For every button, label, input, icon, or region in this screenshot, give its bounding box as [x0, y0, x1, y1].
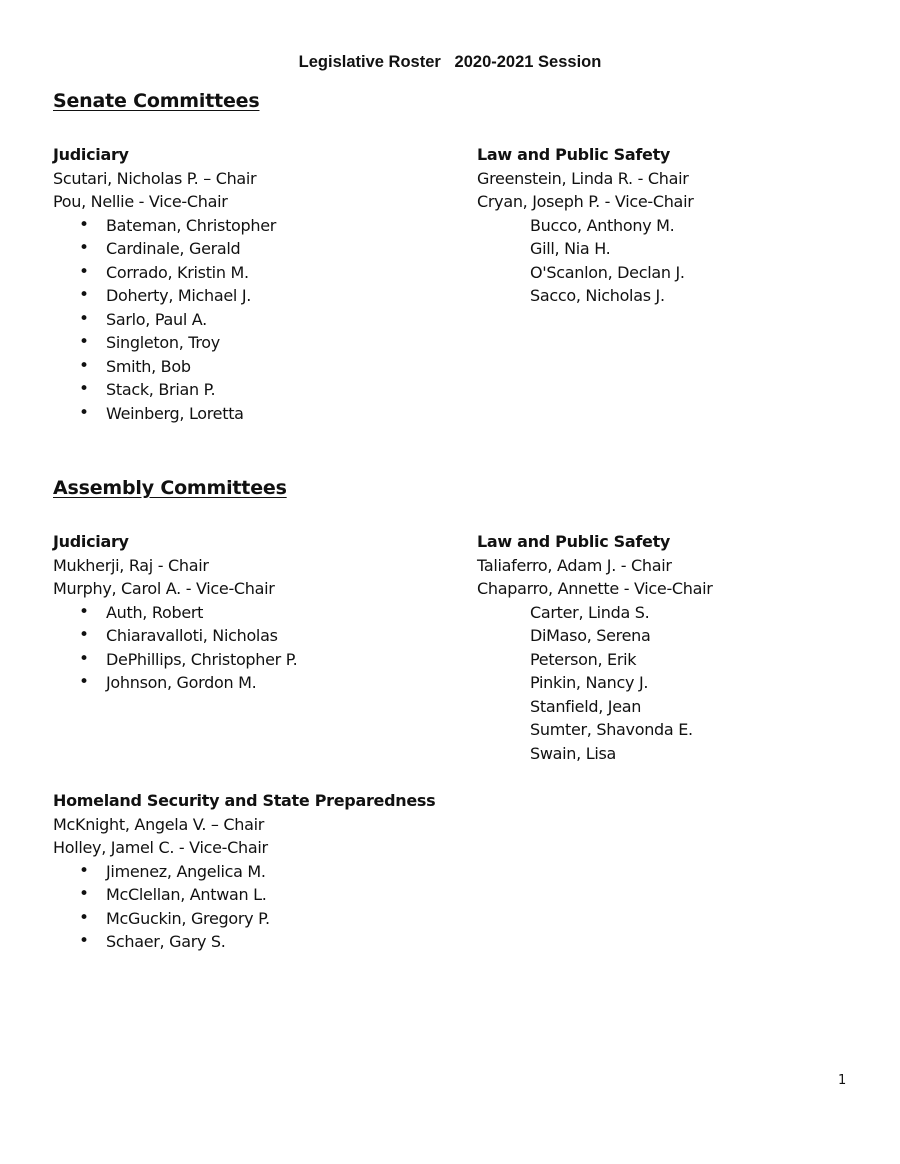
member-item: Carter, Linda S. [530, 602, 650, 622]
committee-chair: McKnight, Angela V. – Chair [53, 814, 265, 834]
member-item: • Corrado, Kristin M. [53, 261, 276, 285]
committee-vice-chair: Chaparro, Annette - Vice-Chair [477, 579, 713, 598]
member-list [53, 860, 435, 954]
member-item: • Chiaravalloti, Nicholas [53, 624, 297, 648]
member-item: • McGuckin, Gregory P. [53, 907, 435, 931]
document-title: Legislative Roster 2020-2021 Session [298, 53, 602, 71]
member-item: Pinkin, Nancy J. [530, 673, 649, 692]
committee-vice-chair: Pou, Nellie - Vice-Chair [53, 192, 228, 211]
member-item: • McClellan, Antwan L. [53, 883, 435, 907]
member-item: • Cardinale, Gerald [53, 237, 276, 261]
committee-name: Law and Public Safety [477, 532, 671, 551]
member-item: • Doherty, Michael J. [53, 284, 276, 308]
assembly-homeland-security-committee [53, 789, 435, 954]
member-item: • Sarlo, Paul A. [53, 308, 276, 332]
committee-name: Judiciary [53, 532, 129, 551]
member-item: • DePhillips, Christopher P. [53, 648, 297, 672]
committee-vice-chair: Holley, Jamel C. - Vice-Chair [53, 838, 268, 857]
senate-committees-heading: Senate Committees [53, 90, 260, 112]
member-item: O'Scanlon, Declan J. [530, 262, 685, 282]
member-item: • Smith, Bob [53, 355, 276, 379]
member-item: • Weinberg, Loretta [53, 402, 276, 426]
member-item: Stanfield, Jean [530, 696, 642, 716]
member-item: • Bateman, Christopher [53, 214, 276, 238]
committee-name: Homeland Security and State Preparedness [53, 791, 436, 810]
committee-chair: Mukherji, Raj - Chair [53, 555, 209, 575]
assembly-committees-heading: Assembly Committees [53, 477, 287, 499]
page-number: 1 [838, 1073, 847, 1088]
member-item: • Singleton, Troy [53, 331, 276, 355]
member-item: • Schaer, Gary S. [53, 930, 435, 954]
member-item: • Jimenez, Angelica M. [53, 860, 435, 884]
member-list [477, 214, 694, 308]
member-item: • Auth, Robert [53, 601, 297, 625]
assembly-law-public-safety-committee [477, 530, 713, 765]
member-item: Bucco, Anthony M. [530, 215, 675, 235]
member-list [53, 214, 276, 426]
member-item: DiMaso, Serena [530, 626, 651, 645]
committee-chair: Scutari, Nicholas P. – Chair [53, 168, 257, 188]
committee-name: Law and Public Safety [477, 145, 671, 164]
member-item: Gill, Nia H. [530, 239, 611, 258]
senate-judiciary-committee [53, 143, 276, 425]
member-list [477, 601, 713, 766]
member-item: • Johnson, Gordon M. [53, 671, 297, 695]
member-item: Peterson, Erik [530, 649, 637, 669]
committee-chair: Greenstein, Linda R. - Chair [477, 168, 689, 188]
member-item: Sacco, Nicholas J. [530, 286, 665, 305]
member-list [53, 601, 297, 695]
committee-vice-chair: Murphy, Carol A. - Vice-Chair [53, 579, 275, 598]
senate-law-public-safety-committee [477, 143, 694, 308]
committee-name: Judiciary [53, 145, 129, 164]
member-item: Swain, Lisa [530, 743, 617, 763]
committee-chair: Taliaferro, Adam J. - Chair [477, 555, 672, 575]
member-item: • Stack, Brian P. [53, 378, 276, 402]
assembly-judiciary-committee [53, 530, 297, 695]
member-item: Sumter, Shavonda E. [530, 720, 693, 739]
committee-vice-chair: Cryan, Joseph P. - Vice-Chair [477, 192, 694, 211]
